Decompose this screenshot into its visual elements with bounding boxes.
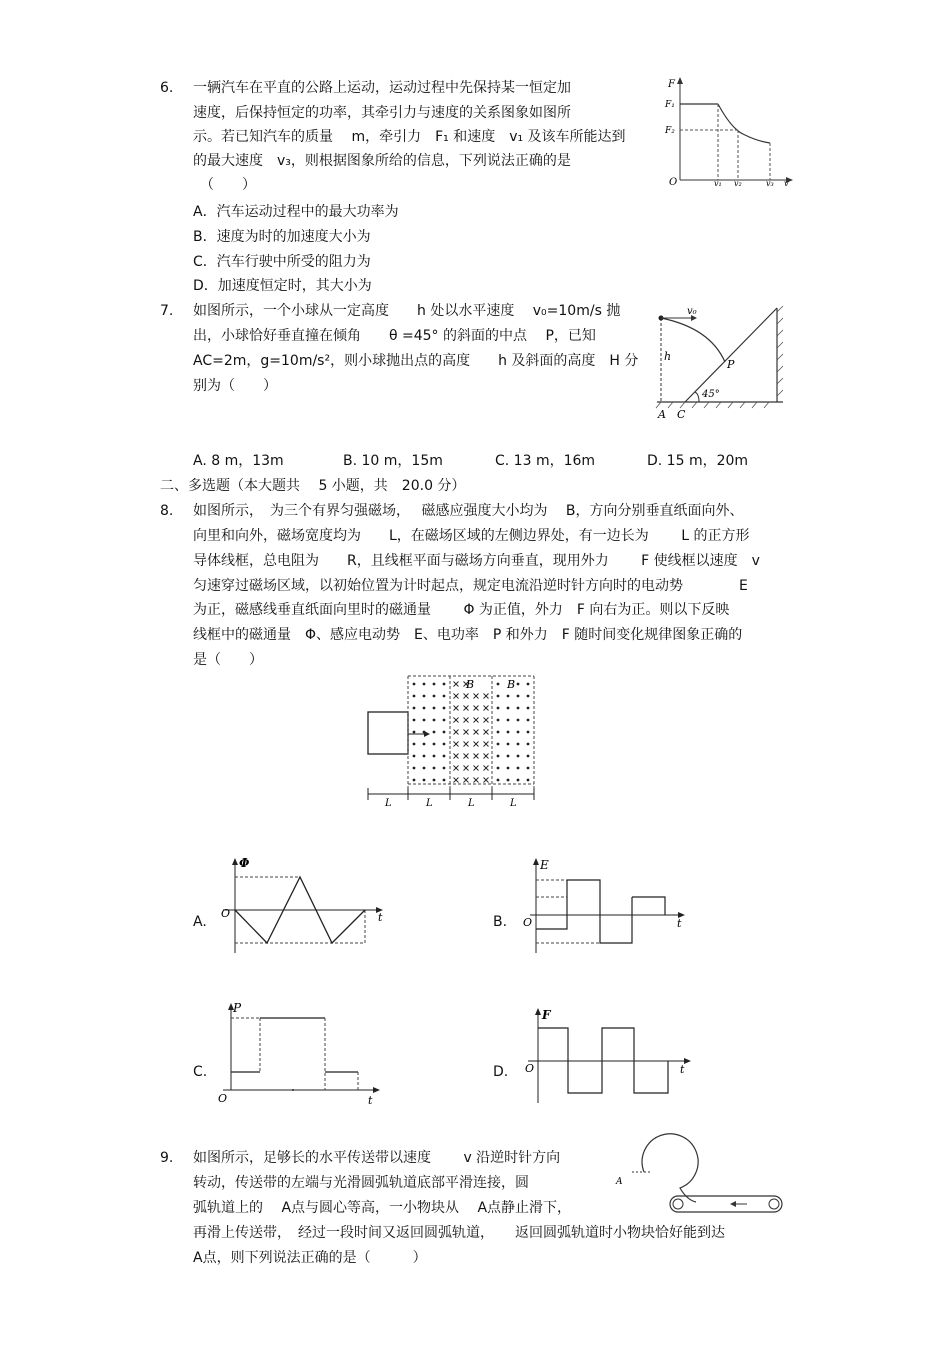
q6-line: （ ） bbox=[200, 177, 256, 193]
q8-label-b2: B bbox=[507, 678, 516, 691]
q6-tick-v3: v₃ bbox=[766, 179, 774, 188]
q8-label-b1: B bbox=[466, 678, 475, 691]
q7-label-a: A bbox=[658, 408, 666, 421]
q6-tick-v1: v₁ bbox=[714, 179, 722, 188]
q9-line: 转动，传送带的左端与光滑圆弧轨道底部平滑连接，圆 bbox=[193, 1175, 529, 1191]
q8-c-axis-t: t bbox=[368, 1094, 373, 1107]
q8-option-b-graph bbox=[520, 855, 690, 955]
q8-d-axis-t: t bbox=[680, 1063, 685, 1076]
q8-d-axis-f: F bbox=[542, 1008, 551, 1022]
section-heading: 二、多选题（本大题共 5 小题，共 20.0 分） bbox=[160, 478, 466, 494]
q8-a-origin: O bbox=[221, 907, 231, 920]
q8-c-origin: O bbox=[218, 1092, 228, 1105]
q7-line: AC=2m，g=10m/s²，则小球抛出点的高度 h 及斜面的高度 H 分 bbox=[193, 353, 639, 369]
q9-line: 弧轨道上的 A点与圆心等高，一小物块从 A点静止滑下， bbox=[193, 1200, 572, 1216]
q8-width-label: L bbox=[468, 798, 475, 809]
q6-tick-f2: F₂ bbox=[665, 126, 675, 136]
q7-incline-figure bbox=[655, 300, 795, 422]
q8-width-label: L bbox=[426, 798, 433, 809]
q8-width-label: L bbox=[510, 798, 517, 809]
q7-option-a: A. 8 m，13m bbox=[193, 453, 284, 469]
q7-option-b: B. 10 m，15m bbox=[343, 453, 443, 469]
q8-width-label: L bbox=[385, 798, 392, 809]
q8-option-a-graph bbox=[215, 855, 390, 955]
q8-option-a-label: A. bbox=[193, 914, 207, 930]
q6-option-c: C．汽车行驶中所受的阻力为 bbox=[193, 254, 371, 270]
q9-label-a: A bbox=[616, 1177, 623, 1187]
q8-option-d-label: D. bbox=[493, 1064, 509, 1080]
q8-b-axis-t: t bbox=[677, 917, 682, 930]
q8-b-origin: O bbox=[523, 916, 533, 929]
q6-force-velocity-graph bbox=[660, 75, 795, 190]
q6-axis-f: F bbox=[668, 79, 675, 90]
q7-option-d: D. 15 m，20m bbox=[647, 453, 749, 469]
q6-line: 的最大速度 v₃，则根据图象所给的信息，下列说法正确的是 bbox=[193, 153, 571, 169]
q7-line: 出，小球恰好垂直撞在倾角 θ =45° 的斜面的中点 P，已知 bbox=[193, 328, 596, 344]
q8-option-d-graph bbox=[520, 1005, 695, 1105]
q9-line: A点，则下列说法正确的是（ ） bbox=[193, 1250, 427, 1266]
q6-line: 一辆汽车在平直的公路上运动，运动过程中先保持某一恒定加 bbox=[193, 80, 571, 96]
q9-conveyor-figure bbox=[612, 1140, 792, 1225]
q7-label-angle: 45° bbox=[702, 389, 720, 400]
q8-c-axis-p: P bbox=[233, 1001, 242, 1015]
q7-number: 7. bbox=[160, 303, 174, 319]
q9-line: 再滑上传送带， 经过一段时间又返回圆弧轨道， 返回圆弧轨道时小物块恰好能到达 bbox=[193, 1225, 725, 1241]
q8-option-c-graph bbox=[215, 1000, 385, 1108]
q8-number: 8. bbox=[160, 503, 174, 519]
q7-label-v0: v₀ bbox=[687, 306, 697, 317]
q9-number: 9. bbox=[160, 1150, 174, 1166]
q8-line: 向里和向外，磁场宽度均为 L，在磁场区域的左侧边界处，有一边长为 L 的正方形 bbox=[193, 528, 750, 544]
q6-origin: O bbox=[669, 177, 678, 188]
q8-line: 导体线框，总电阻为 R，且线框平面与磁场方向垂直，现用外力 F 使线框以速度 v bbox=[193, 553, 760, 569]
q6-option-a: A．汽车运动过程中的最大功率为 bbox=[193, 204, 399, 220]
q9-line: 如图所示，足够长的水平传送带以速度 v 沿逆时针方向 bbox=[193, 1150, 561, 1166]
q8-option-c-label: C. bbox=[193, 1064, 208, 1080]
q8-line: 匀速穿过磁场区域，以初始位置为计时起点，规定电流沿逆时针方向时的电动势 E bbox=[193, 578, 748, 594]
q8-line: 是（ ） bbox=[193, 652, 263, 668]
q8-line: 如图所示， 为三个有界匀强磁场， 磁感应强度大小均为 B，方向分别垂直纸面向外、 bbox=[193, 503, 744, 519]
q7-label-p: P bbox=[727, 358, 735, 371]
q7-line: 别为（ ） bbox=[193, 378, 277, 394]
q7-label-h: h bbox=[664, 350, 672, 363]
q7-label-c: C bbox=[677, 408, 686, 421]
q6-tick-v2: v₂ bbox=[734, 179, 742, 188]
q6-option-d: D．加速度恒定时，其大小为 bbox=[193, 278, 372, 294]
q8-line: 线框中的磁通量 Φ、感应电动势 E、电功率 P 和外力 F 随时间变化规律图象正确的 bbox=[193, 627, 743, 643]
q8-a-axis-phi: Φ bbox=[239, 856, 250, 870]
q8-a-axis-t: t bbox=[378, 911, 383, 924]
q6-line: 速度，后保持恒定的功率，其牵引力与速度的关系图象如图所 bbox=[193, 105, 571, 121]
q8-line: 为正，磁感线垂直纸面向里时的磁通量 Φ 为正值，外力 F 向右为正。则以下反映 bbox=[193, 602, 730, 618]
q8-b-axis-e: E bbox=[540, 858, 549, 872]
q6-number: 6. bbox=[160, 80, 174, 96]
q6-axis-v: v bbox=[784, 179, 789, 188]
q7-line: 如图所示，一个小球从一定高度 h 处以水平速度 v₀=10m/s 抛 bbox=[193, 303, 621, 319]
q6-tick-f1: F₁ bbox=[665, 100, 675, 110]
q8-d-origin: O bbox=[525, 1062, 535, 1075]
q8-option-b-label: B. bbox=[493, 914, 508, 930]
q8-magnetic-field-figure bbox=[360, 672, 545, 812]
q6-line: 示。若已知汽车的质量 m，牵引力 F₁ 和速度 v₁ 及该车所能达到 bbox=[193, 129, 626, 145]
q7-option-c: C. 13 m，16m bbox=[495, 453, 596, 469]
q6-option-b: B．速度为时的加速度大小为 bbox=[193, 229, 371, 245]
